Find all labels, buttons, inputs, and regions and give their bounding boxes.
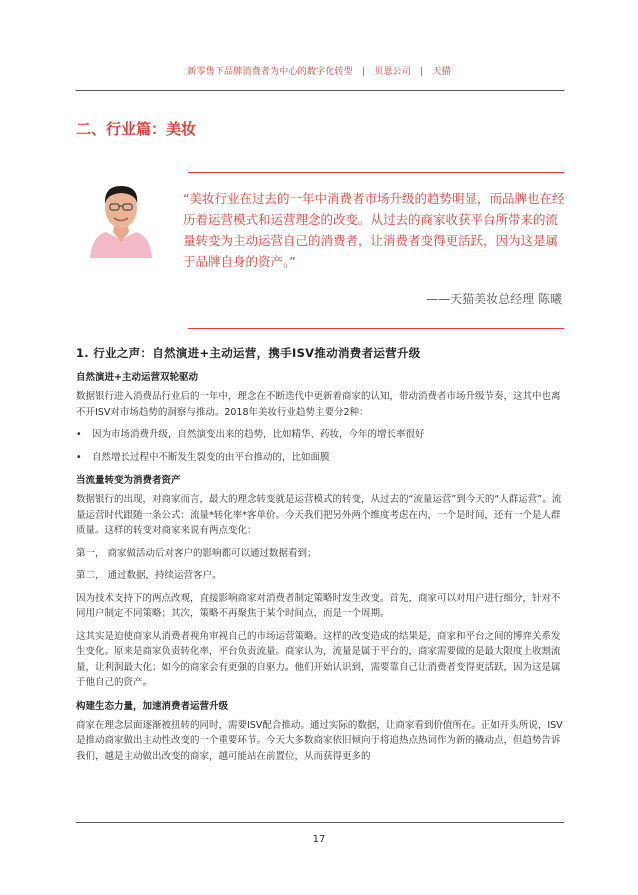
header-separator: | (361, 67, 366, 77)
paragraph: 因为技术支持下的两点改观，直接影响商家对消费者制定策略时发生改变。首先，商家可以对用户进行细分，针对不同用户制定不同策略；其次，策略不再聚焦于某个时间点，而是一个周期。 (76, 592, 561, 619)
paragraph: 第一， 商家做活动后对客户的影响都可以通过数据看到； (76, 547, 317, 559)
subheading: 自然演进+主动运营双轮驱动 (76, 372, 198, 383)
header-title: 新零售下品牌消费者为中心的数字化转型 (187, 67, 353, 77)
article-heading: 1. 行业之声：自然演进+主动运营，携手ISV推动消费者运营升级 (76, 346, 421, 360)
running-header (0, 64, 638, 77)
header-org-bain: 贝恩公司 (374, 67, 411, 77)
header-separator: | (420, 67, 424, 77)
subheading: 当流量转变为消费者资产 (76, 475, 181, 486)
pull-quote: “美妆行业在过去的一年中消费者市场升级的趋势明显，而品牌也在经历着运营模式和运营理念的改变。从过去的商家收获平台所带来的流量转变为主动运营自己的消费者，让消费者变得更活跃，因为这是属于品牌自身的资产。” (183, 191, 565, 269)
page-number: 17 (312, 834, 326, 845)
bullet-item (76, 427, 564, 443)
footer-rule (76, 822, 564, 823)
paragraph: 数据银行的出现，对商家而言，最大的理念转变就是运营模式的转变，从过去的“流量运营”到今天的“人群运营”。流量运营时代跟随一条公式：流量*转化率*客单价。今天我们把另外两个维度考虑在内，一个是时间，还有一个是人群质量。这样的转变对商家来说有两点变化： (76, 494, 562, 536)
header-org-tmall: 天猫 (432, 67, 451, 77)
quote-attribution: ——天猫美妆总经理 陈曦 (426, 292, 562, 306)
portrait-image (84, 176, 158, 258)
bullet-text: 自然增长过程中不断发生裂变的由平台推动的，比如面膜 (92, 451, 330, 463)
article-body (76, 345, 564, 771)
quote-bottom-rule (188, 328, 564, 329)
paragraph: 这其实是迫使商家从消费者视角审视自己的市场运营策略。这样的改变造成的结果是，商家和平台之间的博弈关系发生变化。原来是商家负责转化率，平台负责流量。商家认为，流量是属于平台的，商家需要做的是最大限度上收割流量，让利润最大化；如今的商家会有更强的自驱力。他们开始认识到，需要靠自己让消费者变得更活跃，因为这是属于他自己的资产。 (76, 630, 561, 688)
paragraph: 第二， 通过数据，持续运营客户。 (76, 570, 222, 581)
header-rule (76, 90, 564, 91)
paragraph: 数据银行进入消费品行业后的一年中，理念在不断迭代中更新着商家的认知，带动消费者市场升级节奏，这其中也离不开ISV对市场趋势的洞察与推动。2018年美妆行业趋势主要分2种： (76, 391, 561, 418)
bullet-text: 因为市场消费升级，自然演变出来的趋势，比如精华、药妆，今年的增长率很好 (92, 429, 425, 440)
portrait-photo (84, 176, 158, 258)
bullet-symbol: • (76, 451, 82, 463)
quote-top-rule (188, 172, 564, 173)
subheading: 构建生态力量，加速消费者运营升级 (76, 700, 229, 712)
bullet-item (76, 450, 564, 466)
bullet-symbol: • (76, 429, 82, 440)
paragraph: 商家在理念层面逐渐被扭转的同时，需要ISV配合推动。通过实际的数据，让商家看到价值所在。正如开头所说，ISV是推动商家做出主动性改变的一个重要环节。今天大多数商家依旧倾向于将追热点热词作为新的撬动点，但趋势告诉我们，越是主动做出改变的商家，越可能站在前置位，从而获得更多的 (76, 719, 563, 762)
section-title: 二、行业篇：美妆 (76, 120, 197, 138)
